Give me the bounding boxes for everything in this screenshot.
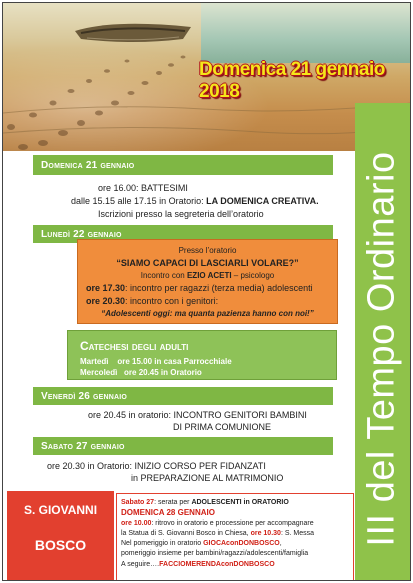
section-domenica-21 <box>33 155 333 175</box>
event-desc: : incontro con i genitori: <box>125 296 219 306</box>
catechesi-mercoledi <box>80 368 202 377</box>
boat-icon <box>73 11 193 47</box>
section-venerdi-26 <box>33 387 333 405</box>
event-iscrizioni: Iscrizioni presso la segreteria dell’oratorio <box>98 209 264 219</box>
event-day: Sabato 27 <box>121 499 155 506</box>
event-time: dalle 15.15 alle 17.15 in Oratorio: <box>71 196 207 206</box>
vertical-banner-text <box>360 121 404 576</box>
event-name: LA DOMENICA CREATIVA. <box>206 196 319 206</box>
section-sabato-27 <box>33 437 333 455</box>
event-time: ore 20.30 <box>86 296 126 306</box>
event-date-title: Domenica 21 gennaio 2018 <box>199 59 385 102</box>
catechesi-martedi <box>80 357 232 366</box>
event-domenica-creativa <box>71 196 319 207</box>
event-time: ore 10.00 <box>121 520 152 527</box>
orange-event-box <box>77 239 338 324</box>
bosco-gioca <box>121 539 282 548</box>
section-title: Venerdì 26 gennaio <box>41 390 128 402</box>
saint-name-line2: BOSCO <box>34 537 87 553</box>
flyer-page <box>2 2 411 581</box>
bosco-pomeriggio: pomeriggio insieme per bambini/ragazzi/adolescenti/famiglia <box>121 550 309 557</box>
event-desc: A seguire…. <box>121 561 160 568</box>
bosco-domenica <box>121 508 215 517</box>
event-desc: : incontro per ragazzi (terza media) adolescenti <box>125 283 313 293</box>
event-desc: : S. Messa <box>280 530 315 537</box>
day: Mercoledì <box>80 368 118 377</box>
section-title: Lunedì 22 gennaio <box>41 228 122 240</box>
section-title: Domenica 21 gennaio <box>41 159 135 171</box>
event-genitori <box>86 296 345 306</box>
event-name: GIOCAconDONBOSCO <box>203 540 280 547</box>
details: ore 15.00 in casa Parrocchiale <box>117 357 232 366</box>
event-corso-fidanzati: ore 20.30 in Oratorio: INIZIO CORSO PER FIDANZATI <box>47 461 266 471</box>
bosco-events-box <box>116 493 354 581</box>
event-prima-comunione: DI PRIMA COMUNIONE <box>173 422 272 432</box>
punctuation: , <box>279 540 282 547</box>
details: ore 20.45 in Oratorio <box>124 368 202 377</box>
speaker-name: EZIO ACETI <box>186 271 232 280</box>
bosco-sabato <box>121 498 289 507</box>
event-highlight: ADOLESCENTI in ORATORIO <box>191 499 289 506</box>
catechesi-title: Catechesi degli adulti <box>80 339 189 353</box>
section-title: Sabato 27 gennaio <box>41 440 125 452</box>
day: Martedì <box>80 357 109 366</box>
event-day: DOMENICA 28 GENNAIO <box>121 508 215 517</box>
event-desc: : ritrovo in oratorio e processione per accompagnare <box>151 520 314 527</box>
event-matrimonio: in PREPARAZIONE AL MATRIMONIO <box>131 473 284 483</box>
event-ragazzi <box>86 283 345 293</box>
catechesi-box <box>67 330 337 380</box>
event-name: FACCIOMERENDAconDONBOSCO <box>159 561 275 568</box>
event-time: ore 17.30 <box>86 283 126 293</box>
presso-oratorio: Presso l’oratorio <box>178 246 237 255</box>
event-time: ore 10.30 <box>250 530 281 537</box>
bosco-ritrovo <box>121 519 314 528</box>
speaker-line <box>78 271 337 280</box>
bosco-messa <box>121 529 314 538</box>
event-quote-title: “SIAMO CAPACI DI LASCIARLI VOLARE?” <box>116 258 299 268</box>
speaker-prefix: Incontro con <box>140 271 187 280</box>
bosco-merenda <box>121 560 275 569</box>
event-desc: : serata per <box>154 499 192 506</box>
liturgical-sunday-title: III del Tempo Ordinario <box>360 150 403 547</box>
speaker-role: – psicologo <box>231 271 275 280</box>
event-genitori-comunione: ore 20.45 in oratorio: INCONTRO GENITORI BAMBINI <box>88 410 307 420</box>
header-painting <box>3 3 411 151</box>
saint-name-line1: S. GIOVANNI <box>23 503 98 517</box>
event-battesimi: ore 16.00: BATTESIMI <box>98 183 188 193</box>
event-desc: Nel pomeriggio in oratorio <box>121 540 204 547</box>
san-giovanni-bosco-box <box>7 491 114 580</box>
event-talk-title: “Adolescenti oggi: ma quanta pazienza hanno con noi!” <box>101 309 314 318</box>
event-desc: la Statua di S. Giovanni Bosco in Chiesa, <box>121 530 251 537</box>
